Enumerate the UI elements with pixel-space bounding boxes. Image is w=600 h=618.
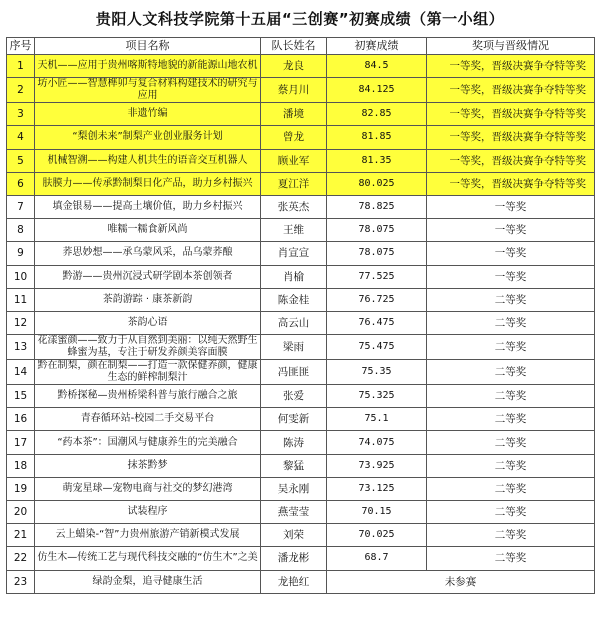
row-number: 23	[7, 570, 35, 593]
row-number: 20	[7, 501, 35, 524]
project-name: 试装程序	[35, 501, 261, 524]
leader-name: 龙艳红	[261, 570, 327, 593]
project-name: 坊小匠——智慧榫卯与复合材料构建技术的研究与应用	[35, 78, 261, 103]
column-header-score: 初赛成绩	[327, 38, 427, 55]
row-number: 13	[7, 335, 35, 360]
preliminary-score: 81.35	[327, 149, 427, 172]
project-name: 荞思妙想——承乌蒙风采，品乌蒙荞酿	[35, 242, 261, 265]
project-name: 黔在制梨，颜在制梨——打造一款保健养颜，健康生态的鲜榨制梨汁	[35, 360, 261, 385]
table-row	[7, 265, 595, 288]
project-name: 肤膜力——传承黔制梨日化产品，助力乡村振兴	[35, 172, 261, 195]
award-status: 一等奖	[427, 265, 595, 288]
leader-name: 肖榆	[261, 265, 327, 288]
leader-name: 高云山	[261, 311, 327, 334]
row-number: 6	[7, 172, 35, 195]
table-row	[7, 78, 595, 103]
project-name: 机械智溯——构建人机共生的语音交互机器人	[35, 149, 261, 172]
row-number: 7	[7, 195, 35, 218]
table-row	[7, 195, 595, 218]
preliminary-score: 77.525	[327, 265, 427, 288]
column-header-leader: 队长姓名	[261, 38, 327, 55]
award-status: 二等奖	[427, 454, 595, 477]
award-status: 未参赛	[327, 570, 595, 593]
row-number: 12	[7, 311, 35, 334]
table-row	[7, 335, 595, 360]
award-status: 二等奖	[427, 477, 595, 500]
project-name: 填金银易——提高土壤价值，助力乡村振兴	[35, 195, 261, 218]
project-name: 萌宠星球—宠物电商与社交的梦幻港湾	[35, 477, 261, 500]
table-row	[7, 55, 595, 78]
table-row	[7, 126, 595, 149]
table-body	[7, 55, 595, 594]
table-row	[7, 501, 595, 524]
row-number: 2	[7, 78, 35, 103]
project-name: 花漾蜜颜——致力于从自然到美丽：以纯天然野生蜂蜜为基，专注于研发养颜美容面膜	[35, 335, 261, 360]
award-status: 一等奖，晋级决赛争夺特等奖	[427, 149, 595, 172]
preliminary-score: 82.85	[327, 103, 427, 126]
preliminary-score: 75.35	[327, 360, 427, 385]
table-row	[7, 454, 595, 477]
award-status: 二等奖	[427, 547, 595, 570]
row-number: 21	[7, 524, 35, 547]
row-number: 4	[7, 126, 35, 149]
row-number: 9	[7, 242, 35, 265]
award-status: 二等奖	[427, 524, 595, 547]
preliminary-score: 75.1	[327, 408, 427, 431]
row-number: 11	[7, 288, 35, 311]
leader-name: 张爱	[261, 385, 327, 408]
leader-name: 冯匪匪	[261, 360, 327, 385]
project-name: 唯糯一糯食新风尚	[35, 219, 261, 242]
award-status: 二等奖	[427, 408, 595, 431]
leader-name: 吴永刚	[261, 477, 327, 500]
award-status: 一等奖，晋级决赛争夺特等奖	[427, 55, 595, 78]
leader-name: 黎猛	[261, 454, 327, 477]
leader-name: 王维	[261, 219, 327, 242]
preliminary-score: 70.15	[327, 501, 427, 524]
project-name: 黔桥探秘—贵州桥梁科普与旅行融合之旅	[35, 385, 261, 408]
award-status: 二等奖	[427, 360, 595, 385]
award-status: 二等奖	[427, 311, 595, 334]
preliminary-score: 68.7	[327, 547, 427, 570]
table-row	[7, 385, 595, 408]
table-row	[7, 477, 595, 500]
preliminary-score: 70.025	[327, 524, 427, 547]
row-number: 10	[7, 265, 35, 288]
leader-name: 陈金桂	[261, 288, 327, 311]
table-row	[7, 172, 595, 195]
preliminary-score: 75.475	[327, 335, 427, 360]
column-header-no: 序号	[7, 38, 35, 55]
award-status: 二等奖	[427, 385, 595, 408]
table-row	[7, 311, 595, 334]
preliminary-score: 78.825	[327, 195, 427, 218]
sheet-title: 贵阳人文科技学院第十五届“三创赛”初赛成绩（第一小组）	[95, 10, 505, 28]
table-row	[7, 547, 595, 570]
leader-name: 梁雨	[261, 335, 327, 360]
project-name: 抹茶黔梦	[35, 454, 261, 477]
preliminary-score: 76.475	[327, 311, 427, 334]
leader-name: 顾业军	[261, 149, 327, 172]
project-name: 天机——应用于贵州喀斯特地貌的新能源山地农机	[35, 55, 261, 78]
award-status: 一等奖，晋级决赛争夺特等奖	[427, 78, 595, 103]
leader-name: 何雯新	[261, 408, 327, 431]
table-row	[7, 524, 595, 547]
column-header-project: 项目名称	[35, 38, 261, 55]
project-name: “梨创未来”制梨产业创业服务计划	[35, 126, 261, 149]
award-status: 一等奖	[427, 219, 595, 242]
project-name: 仿生木—传统工艺与现代科技交融的“仿生木”之美	[35, 547, 261, 570]
leader-name: 燕莹莹	[261, 501, 327, 524]
leader-name: 陈涛	[261, 431, 327, 454]
preliminary-score: 84.125	[327, 78, 427, 103]
table-row	[7, 360, 595, 385]
award-status: 一等奖，晋级决赛争夺特等奖	[427, 172, 595, 195]
award-status: 二等奖	[427, 288, 595, 311]
leader-name: 潘龙彬	[261, 547, 327, 570]
table-row	[7, 288, 595, 311]
preliminary-score: 74.075	[327, 431, 427, 454]
project-name: 青春循环站-校园二手交易平台	[35, 408, 261, 431]
row-number: 3	[7, 103, 35, 126]
leader-name: 张英杰	[261, 195, 327, 218]
table-row	[7, 242, 595, 265]
table-row	[7, 408, 595, 431]
award-status: 一等奖，晋级决赛争夺特等奖	[427, 103, 595, 126]
leader-name: 曾龙	[261, 126, 327, 149]
leader-name: 龙良	[261, 55, 327, 78]
project-name: 云上蜡染-“智”力贵州旅游产销新模式发展	[35, 524, 261, 547]
row-number: 17	[7, 431, 35, 454]
project-name: 茶韵游踪 · 康茶新韵	[35, 288, 261, 311]
award-status: 二等奖	[427, 335, 595, 360]
award-status: 二等奖	[427, 501, 595, 524]
award-status: 一等奖，晋级决赛争夺特等奖	[427, 126, 595, 149]
row-number: 14	[7, 360, 35, 385]
project-name: 非遗竹编	[35, 103, 261, 126]
table-header-row	[7, 38, 595, 55]
preliminary-score: 73.925	[327, 454, 427, 477]
project-name: 茶韵心语	[35, 311, 261, 334]
leader-name: 蔡月川	[261, 78, 327, 103]
preliminary-score: 78.075	[327, 242, 427, 265]
row-number: 16	[7, 408, 35, 431]
preliminary-score: 81.85	[327, 126, 427, 149]
preliminary-score: 75.325	[327, 385, 427, 408]
preliminary-score: 78.075	[327, 219, 427, 242]
row-number: 15	[7, 385, 35, 408]
leader-name: 肖宣宣	[261, 242, 327, 265]
table-row	[7, 149, 595, 172]
table-row	[7, 431, 595, 454]
preliminary-score: 80.025	[327, 172, 427, 195]
row-number: 18	[7, 454, 35, 477]
row-number: 19	[7, 477, 35, 500]
project-name: “药本茶”：国潮风与健康养生的完美融合	[35, 431, 261, 454]
preliminary-score: 73.125	[327, 477, 427, 500]
row-number: 1	[7, 55, 35, 78]
table-row	[7, 103, 595, 126]
leader-name: 夏江洋	[261, 172, 327, 195]
preliminary-score: 76.725	[327, 288, 427, 311]
leader-name: 刘荣	[261, 524, 327, 547]
award-status: 一等奖	[427, 195, 595, 218]
table-row	[7, 219, 595, 242]
award-status: 二等奖	[427, 431, 595, 454]
award-status: 一等奖	[427, 242, 595, 265]
results-table	[6, 37, 595, 594]
leader-name: 潘境	[261, 103, 327, 126]
row-number: 5	[7, 149, 35, 172]
row-number: 22	[7, 547, 35, 570]
column-header-award: 奖项与晋级情况	[427, 38, 595, 55]
preliminary-score: 84.5	[327, 55, 427, 78]
project-name: 绿韵金梨，追寻健康生活	[35, 570, 261, 593]
table-row	[7, 570, 595, 593]
project-name: 黔游——贵州沉浸式研学剧本茶创领者	[35, 265, 261, 288]
row-number: 8	[7, 219, 35, 242]
